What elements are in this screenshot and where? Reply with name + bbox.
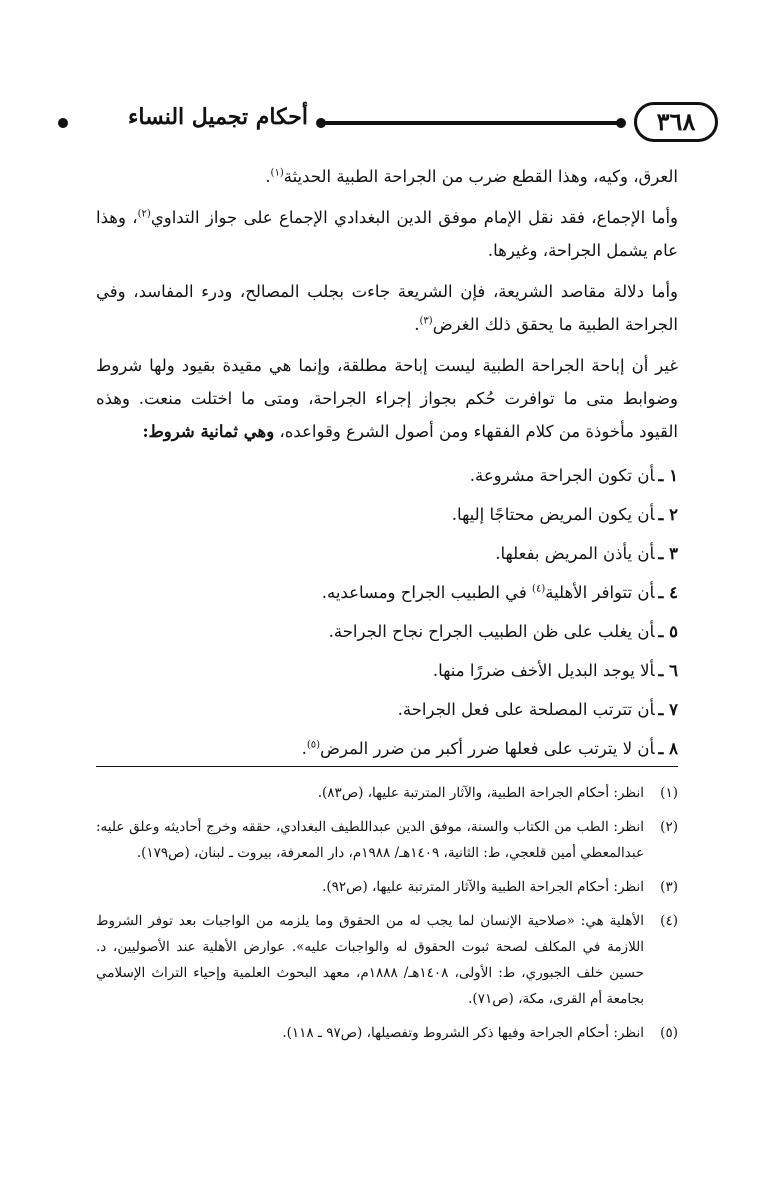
header-dot-ornament — [58, 118, 68, 128]
condition-item: ٥ ـأن يغلب على ظن الطبيب الجراح نجاح الجراحة. — [328, 622, 678, 641]
footnote: (٣) انظر: أحكام الجراحة الطبية والآثار المترتبة عليها، (ص٩٢). — [322, 879, 678, 895]
footnote: (٢) انظر: الطب من الكتاب والسنة، موفق الدين عبداللطيف البغدادي، حققه وخرج أحاديثه وعلق عليه: عبدالمعطي أمين قلعجي، ط: الثانية، ١٤٠٩هـ/ ١٩٨٨م، دار المعرفة، بيروت ـ لبنان، (ص١٧٩). — [96, 819, 678, 861]
footnote: (٤) الأهلية هي: «صلاحية الإنسان لما يجب له من الحقوق وما يلزمه من الواجبات بعد توفر الشروط اللازمة في المكلف لصحة ثبوت الحقوق له والواجبات عليه». عوارض الأهلية عند الأصوليين، د. حسين خلف الجبوري، ط: الأولى، ١٤٠٨هـ/ ١٨٨٨م، معهد البحوث العلمية وإحياء التراث الإسلامي بجامعة أم القرى، مكة، (ص٧١). — [96, 913, 678, 1007]
condition-item: ٦ ـألا يوجد البديل الأخف ضررًا منها. — [432, 661, 678, 680]
condition-item: ٨ ـأن لا يترتب على فعلها ضرر أكبر من ضرر المرض$^{(٥)}$. — [301, 739, 678, 758]
footnote-divider — [96, 766, 678, 767]
page-header — [58, 98, 718, 148]
paragraph: وأما دلالة مقاصد الشريعة، فإن الشريعة جاءت بجلب المصالح، ودرء المفاسد، وفي الجراحة الطبية ما يحقق ذلك الغرض$^{(٣)}$. — [96, 282, 678, 334]
condition-item: ٧ ـأن تترتب المصلحة على فعل الجراحة. — [397, 700, 678, 719]
main-text — [96, 160, 678, 456]
footnote-ref[interactable]: (٣) — [419, 315, 433, 327]
paragraph: غير أن إباحة الجراحة الطبية ليست إباحة مطلقة، وإنما هي مقيدة بقيود ولها شروط وضوابط متى ما توافرت حُكم بجواز إجراء الجراحة، ومتى ما اختلت منعت. وهذه القيود مأخوذة من كلام الفقهاء ومن أصول الشرع وقواعده، وهي ثمانية شروط: — [96, 356, 678, 441]
page-number: ٣٦٨ — [634, 102, 718, 142]
footnote-ref[interactable]: (٢) — [137, 208, 151, 220]
footnote-ref[interactable]: (٥) — [306, 739, 320, 751]
condition-item: ١ ـأن تكون الجراحة مشروعة. — [469, 466, 678, 485]
footnotes — [96, 780, 678, 1054]
paragraph: العرق، وكيه، وهذا القطع ضرب من الجراحة الطبية الحديثة$^{(١)}$. — [265, 167, 678, 186]
book-title: أحكام تجميل النساء — [128, 104, 308, 130]
paragraph: وأما الإجماع، فقد نقل الإمام موفق الدين البغدادي الإجماع على جواز التداوي$^{(٢)}$، وهذا عام يشمل الجراحة، وغيرها. — [96, 208, 678, 260]
footnote-ref[interactable]: (٤) — [532, 583, 546, 595]
footnote: (٥) انظر: أحكام الجراحة وفيها ذكر الشروط وتفصيلها، (ص٩٧ ـ ١١٨). — [282, 1025, 678, 1041]
condition-item: ٣ ـأن يأذن المريض بفعلها. — [495, 544, 678, 563]
header-dot-ornament — [316, 118, 326, 128]
condition-item: ٤ ـأن تتوافر الأهلية$^{(٤)}$ في الطبيب الجراح ومساعديه. — [321, 583, 678, 602]
conditions-list — [118, 456, 678, 768]
footnote: (١) انظر: أحكام الجراحة الطبية، والآثار المترتبة عليها، (ص٨٣). — [317, 785, 678, 801]
condition-item: ٢ ـأن يكون المريض محتاجًا إليها. — [451, 505, 678, 524]
conditions-intro: وهي ثمانية شروط: — [142, 422, 275, 441]
footnote-ref[interactable]: (١) — [270, 167, 284, 179]
header-rule — [324, 121, 624, 125]
